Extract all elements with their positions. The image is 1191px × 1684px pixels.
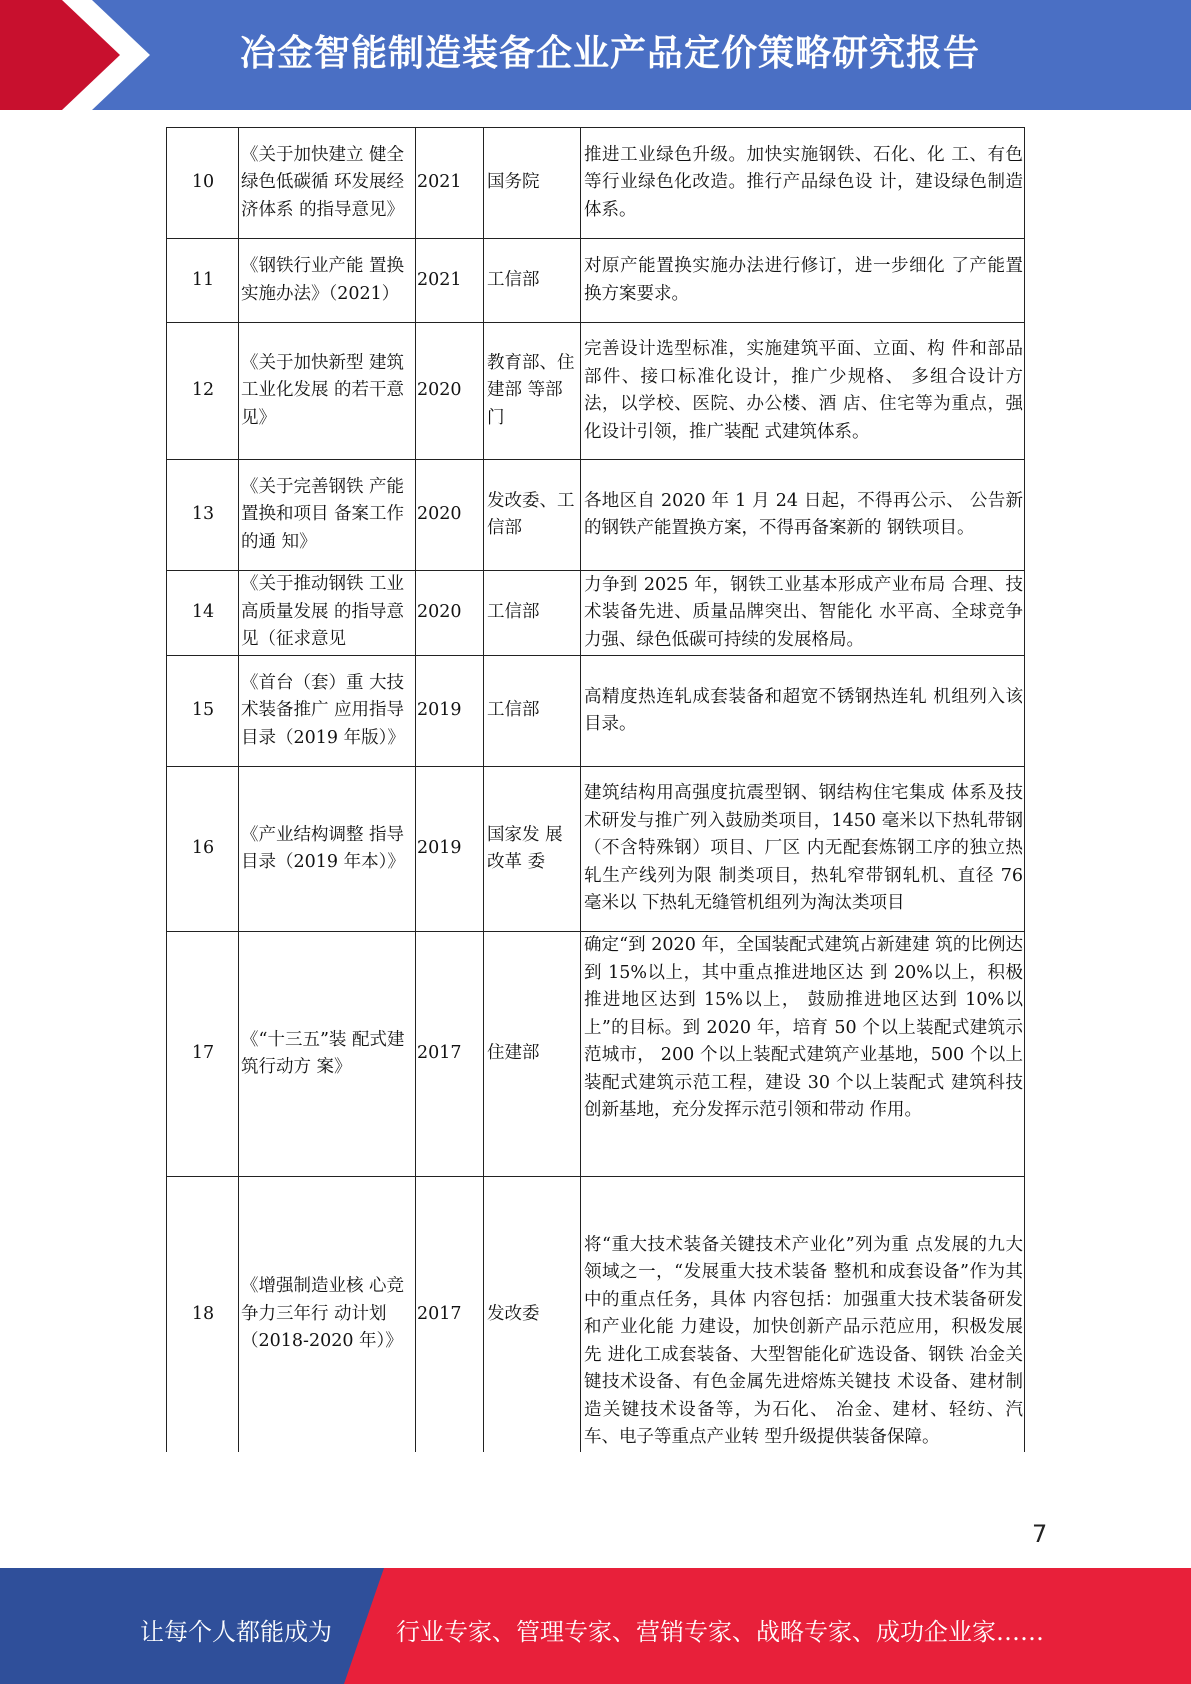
table-row bbox=[167, 571, 1025, 656]
policy-table-wrapper bbox=[166, 127, 1024, 1452]
table-row bbox=[167, 932, 1025, 1177]
issuing-department: 国家发 展改革 委 bbox=[484, 767, 581, 932]
policy-content: 对原产能置换实施办法进行修订，进一步细化 了产能置换方案要求。 bbox=[581, 239, 1025, 323]
footer-tagline-right: 行业专家、管理专家、营销专家、战略专家、成功企业家…… bbox=[396, 1618, 1044, 1646]
issuing-department: 工信部 bbox=[484, 656, 581, 767]
policy-name: 《钢铁行业产能 置换实施办法》（2021） bbox=[239, 239, 416, 323]
issuing-department: 发改委、工信部 bbox=[484, 460, 581, 571]
policy-year: 2019 bbox=[416, 656, 484, 767]
policy-year: 2019 bbox=[416, 767, 484, 932]
policy-content: 建筑结构用高强度抗震型钢、钢结构住宅集成 体系及技术研发与推广列入鼓励类项目，1450 毫米以下热轧带钢（不含特殊钢）项目、厂区 内无配套炼钢工序的独立热轧生产线列为限 制类项目，热轧窄带钢轧机、直径 76 毫米以 下热轧无缝管机组列为淘汰类项目 bbox=[581, 767, 1025, 932]
policy-name: 《关于完善钢铁 产能置换和项目 备案工作的通 知》 bbox=[239, 460, 416, 571]
policy-name: 《增强制造业核 心竞争力三年行 动计划（2018-2020 年）》 bbox=[239, 1177, 416, 1452]
policy-content: 力争到 2025 年，钢铁工业基本形成产业布局 合理、技术装备先进、质量品牌突出、智能化 水平高、全球竞争力强、绿色低碳可持续的发展格局。 bbox=[581, 571, 1025, 656]
issuing-department: 工信部 bbox=[484, 571, 581, 656]
table-row bbox=[167, 460, 1025, 571]
report-title: 冶金智能制造装备企业产品定价策略研究报告 bbox=[240, 33, 981, 74]
policy-content: 高精度热连轧成套装备和超宽不锈钢热连轧 机组列入该目录。 bbox=[581, 656, 1025, 767]
policy-year: 2020 bbox=[416, 571, 484, 656]
policy-content: 完善设计选型标准，实施建筑平面、立面、构 件和部品部件、接口标准化设计，推广少规格、 多组合设计方法，以学校、医院、办公楼、酒 店、住宅等为重点，强化设计引领，推广装配 式建筑体系。 bbox=[581, 323, 1025, 460]
table-row bbox=[167, 1177, 1025, 1452]
policy-year: 2017 bbox=[416, 932, 484, 1177]
page-number: 7 bbox=[1032, 1520, 1048, 1548]
table-row bbox=[167, 656, 1025, 767]
policy-name: 《“十三五”装 配式建筑行动方 案》 bbox=[239, 932, 416, 1177]
footer-band bbox=[0, 1568, 1191, 1684]
policy-year: 2020 bbox=[416, 460, 484, 571]
row-number: 11 bbox=[167, 239, 239, 323]
row-number: 12 bbox=[167, 323, 239, 460]
policy-content: 将“重大技术装备关键技术产业化”列为重 点发展的九大领域之一，“发展重大技术装备 整机和成套设备”作为其中的重点任务，具体 内容包括：加强重大技术装备研发和产业化能 力建设，加快创新产品示范应用，积极发展先 进化工成套装备、大型智能化矿选设备、钢铁 冶金关键技术设备、有色金属先进熔炼关键技 术设备、建材制造关键技术设备等，为石化、 冶金、建材、轻纺、汽车、电子等重点产业转 型升级提供装备保障。 bbox=[581, 1177, 1025, 1452]
row-number: 10 bbox=[167, 128, 239, 239]
policy-year: 2021 bbox=[416, 239, 484, 323]
issuing-department: 住建部 bbox=[484, 932, 581, 1177]
table-row bbox=[167, 323, 1025, 460]
policy-name: 《首台（套）重 大技术装备推广 应用指导目录（2019 年版）》 bbox=[239, 656, 416, 767]
issuing-department: 发改委 bbox=[484, 1177, 581, 1452]
row-number: 18 bbox=[167, 1177, 239, 1452]
policy-content: 确定“到 2020 年，全国装配式建筑占新建建 筑的比例达到 15%以上，其中重点推进地区达 到 20%以上，积极推进地区达到 15%以上， 鼓励推进地区达到 10%以上”的目标。到 2020 年，培育 50 个以上装配式建筑示范城市， 200 个以上装配式建筑产业基地，500 个以上 装配式建筑示范工程，建设 30 个以上装配式 建筑科技创新基地，充分发挥示范引领和带动 作用。 bbox=[581, 932, 1025, 1177]
policy-table bbox=[166, 127, 1025, 1452]
policy-name: 《关于加快建立 健全绿色低碳循 环发展经济体系 的指导意见》 bbox=[239, 128, 416, 239]
row-number: 15 bbox=[167, 656, 239, 767]
issuing-department: 国务院 bbox=[484, 128, 581, 239]
row-number: 17 bbox=[167, 932, 239, 1177]
policy-name: 《产业结构调整 指导目录（2019 年本）》 bbox=[239, 767, 416, 932]
row-number: 16 bbox=[167, 767, 239, 932]
policy-name: 《关于推动钢铁 工业高质量发展 的指导意见（征求意见 bbox=[239, 571, 416, 656]
policy-year: 2021 bbox=[416, 128, 484, 239]
policy-year: 2017 bbox=[416, 1177, 484, 1452]
table-row bbox=[167, 767, 1025, 932]
policy-name: 《关于加快新型 建筑工业化发展 的若干意见》 bbox=[239, 323, 416, 460]
policy-content: 各地区自 2020 年 1 月 24 日起，不得再公示、 公告新的钢铁产能置换方案，不得再备案新的 钢铁项目。 bbox=[581, 460, 1025, 571]
row-number: 13 bbox=[167, 460, 239, 571]
policy-content: 推进工业绿色升级。加快实施钢铁、石化、化 工、有色等行业绿色化改造。推行产品绿色设 计，建设绿色制造体系。 bbox=[581, 128, 1025, 239]
header-band bbox=[0, 0, 1191, 110]
footer-tagline-left: 让每个人都能成为 bbox=[140, 1618, 332, 1646]
header-arrow-decoration bbox=[0, 0, 160, 110]
row-number: 14 bbox=[167, 571, 239, 656]
table-row bbox=[167, 239, 1025, 323]
issuing-department: 工信部 bbox=[484, 239, 581, 323]
policy-year: 2020 bbox=[416, 323, 484, 460]
issuing-department: 教育部、住建部 等部门 bbox=[484, 323, 581, 460]
table-row bbox=[167, 128, 1025, 239]
